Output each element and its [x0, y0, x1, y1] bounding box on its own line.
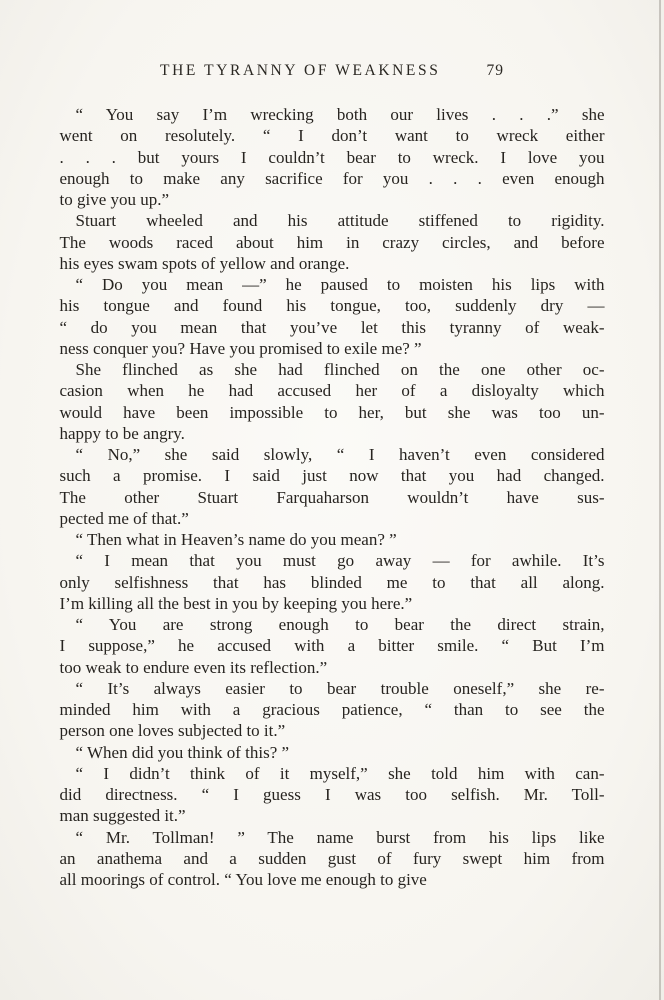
- text-line: person one loves subjected to it.”: [59, 721, 286, 741]
- paragraph: [60, 614, 605, 678]
- text-line: The other Stuart Farquaharson wouldn’t have sus-: [59, 487, 605, 507]
- paragraph: [60, 210, 605, 274]
- text-line: man suggested it.”: [59, 806, 186, 826]
- text-line: “ You say I’m wrecking both our lives . . .” she: [75, 105, 605, 124]
- text-line: all moorings of control. “ You love me enough to give: [59, 870, 427, 889]
- text-line: did directness. “ I guess I was too selfish. Mr. Toll-: [59, 785, 605, 804]
- text-line: his eyes swam spots of yellow and orange.: [59, 253, 350, 273]
- paragraph: [60, 763, 605, 827]
- text-line: would have been impossible to her, but she was too un-: [59, 402, 605, 422]
- text-line: an anathema and a sudden gust of fury swept him from: [59, 848, 605, 868]
- paragraph: [60, 742, 605, 763]
- text-line: enough to make any sacrifice for you . . . even enough: [59, 168, 605, 188]
- paragraph: [60, 678, 605, 742]
- text-line: . . . but yours I couldn’t bear to wreck. I love you: [59, 147, 605, 167]
- text-line: “ You are strong enough to bear the direct strain,: [75, 615, 605, 634]
- page-number: 79: [486, 62, 504, 79]
- text-line: The woods raced about him in crazy circles, and before: [59, 232, 605, 252]
- running-head: [0, 0, 664, 80]
- text-line: I suppose,” he accused with a bitter smile. “ But I’m: [59, 636, 605, 656]
- text-line: minded him with a gracious patience, “ than to see the: [59, 700, 605, 719]
- text-line: “ It’s always easier to bear trouble oneself,” she re-: [75, 678, 605, 698]
- paragraph: [60, 550, 605, 614]
- text-line: “ When did you think of this? ”: [75, 742, 290, 762]
- paragraph: [60, 827, 605, 891]
- paragraph: [60, 104, 605, 210]
- text-line: went on resolutely. “ I don’t want to wreck either: [59, 126, 605, 146]
- paragraph: [60, 529, 605, 550]
- text-line: “ Then what in Heaven’s name do you mean? ”: [75, 530, 397, 549]
- text-line: I’m killing all the best in you by keeping you here.”: [59, 593, 413, 613]
- scan-edge-shadow: [659, 0, 661, 1000]
- text-line: only selfishness that has blinded me to that all along.: [59, 572, 605, 592]
- text-line: such a promise. I said just now that you had changed.: [59, 466, 605, 486]
- text-line: Stuart wheeled and his attitude stiffened to rigidity.: [75, 211, 605, 231]
- text-line: pected me of that.”: [59, 508, 189, 528]
- paragraph: [60, 444, 605, 529]
- text-line: “ I didn’t think of it myself,” she told him with can-: [75, 763, 605, 783]
- text-line: his tongue and found his tongue, too, suddenly dry —: [59, 296, 605, 316]
- chapter-title: THE TYRANNY OF WEAKNESS: [160, 62, 441, 79]
- text-line: to give you up.”: [59, 190, 170, 209]
- text-line: “ Do you mean —” he paused to moisten his lips with: [75, 275, 605, 294]
- paragraph: [60, 359, 605, 444]
- paragraph: [60, 274, 605, 359]
- text-line: ness conquer you? Have you promised to exile me? ”: [59, 338, 422, 358]
- text-line: “ do you mean that you’ve let this tyranny of weak-: [59, 317, 605, 337]
- text-line: casion when he had accused her of a disloyalty which: [59, 381, 605, 401]
- text-line: She flinched as she had flinched on the one other oc-: [75, 360, 605, 379]
- text-line: too weak to endure even its reflection.”: [59, 657, 328, 677]
- text-line: happy to be angry.: [59, 423, 185, 443]
- text-line: “ I mean that you must go away — for awhile. It’s: [75, 551, 605, 571]
- text-line: “ No,” she said slowly, “ I haven’t even considered: [75, 445, 605, 464]
- page-body: [60, 104, 605, 890]
- text-line: “ Mr. Tollman! ” The name burst from his lips like: [75, 827, 605, 847]
